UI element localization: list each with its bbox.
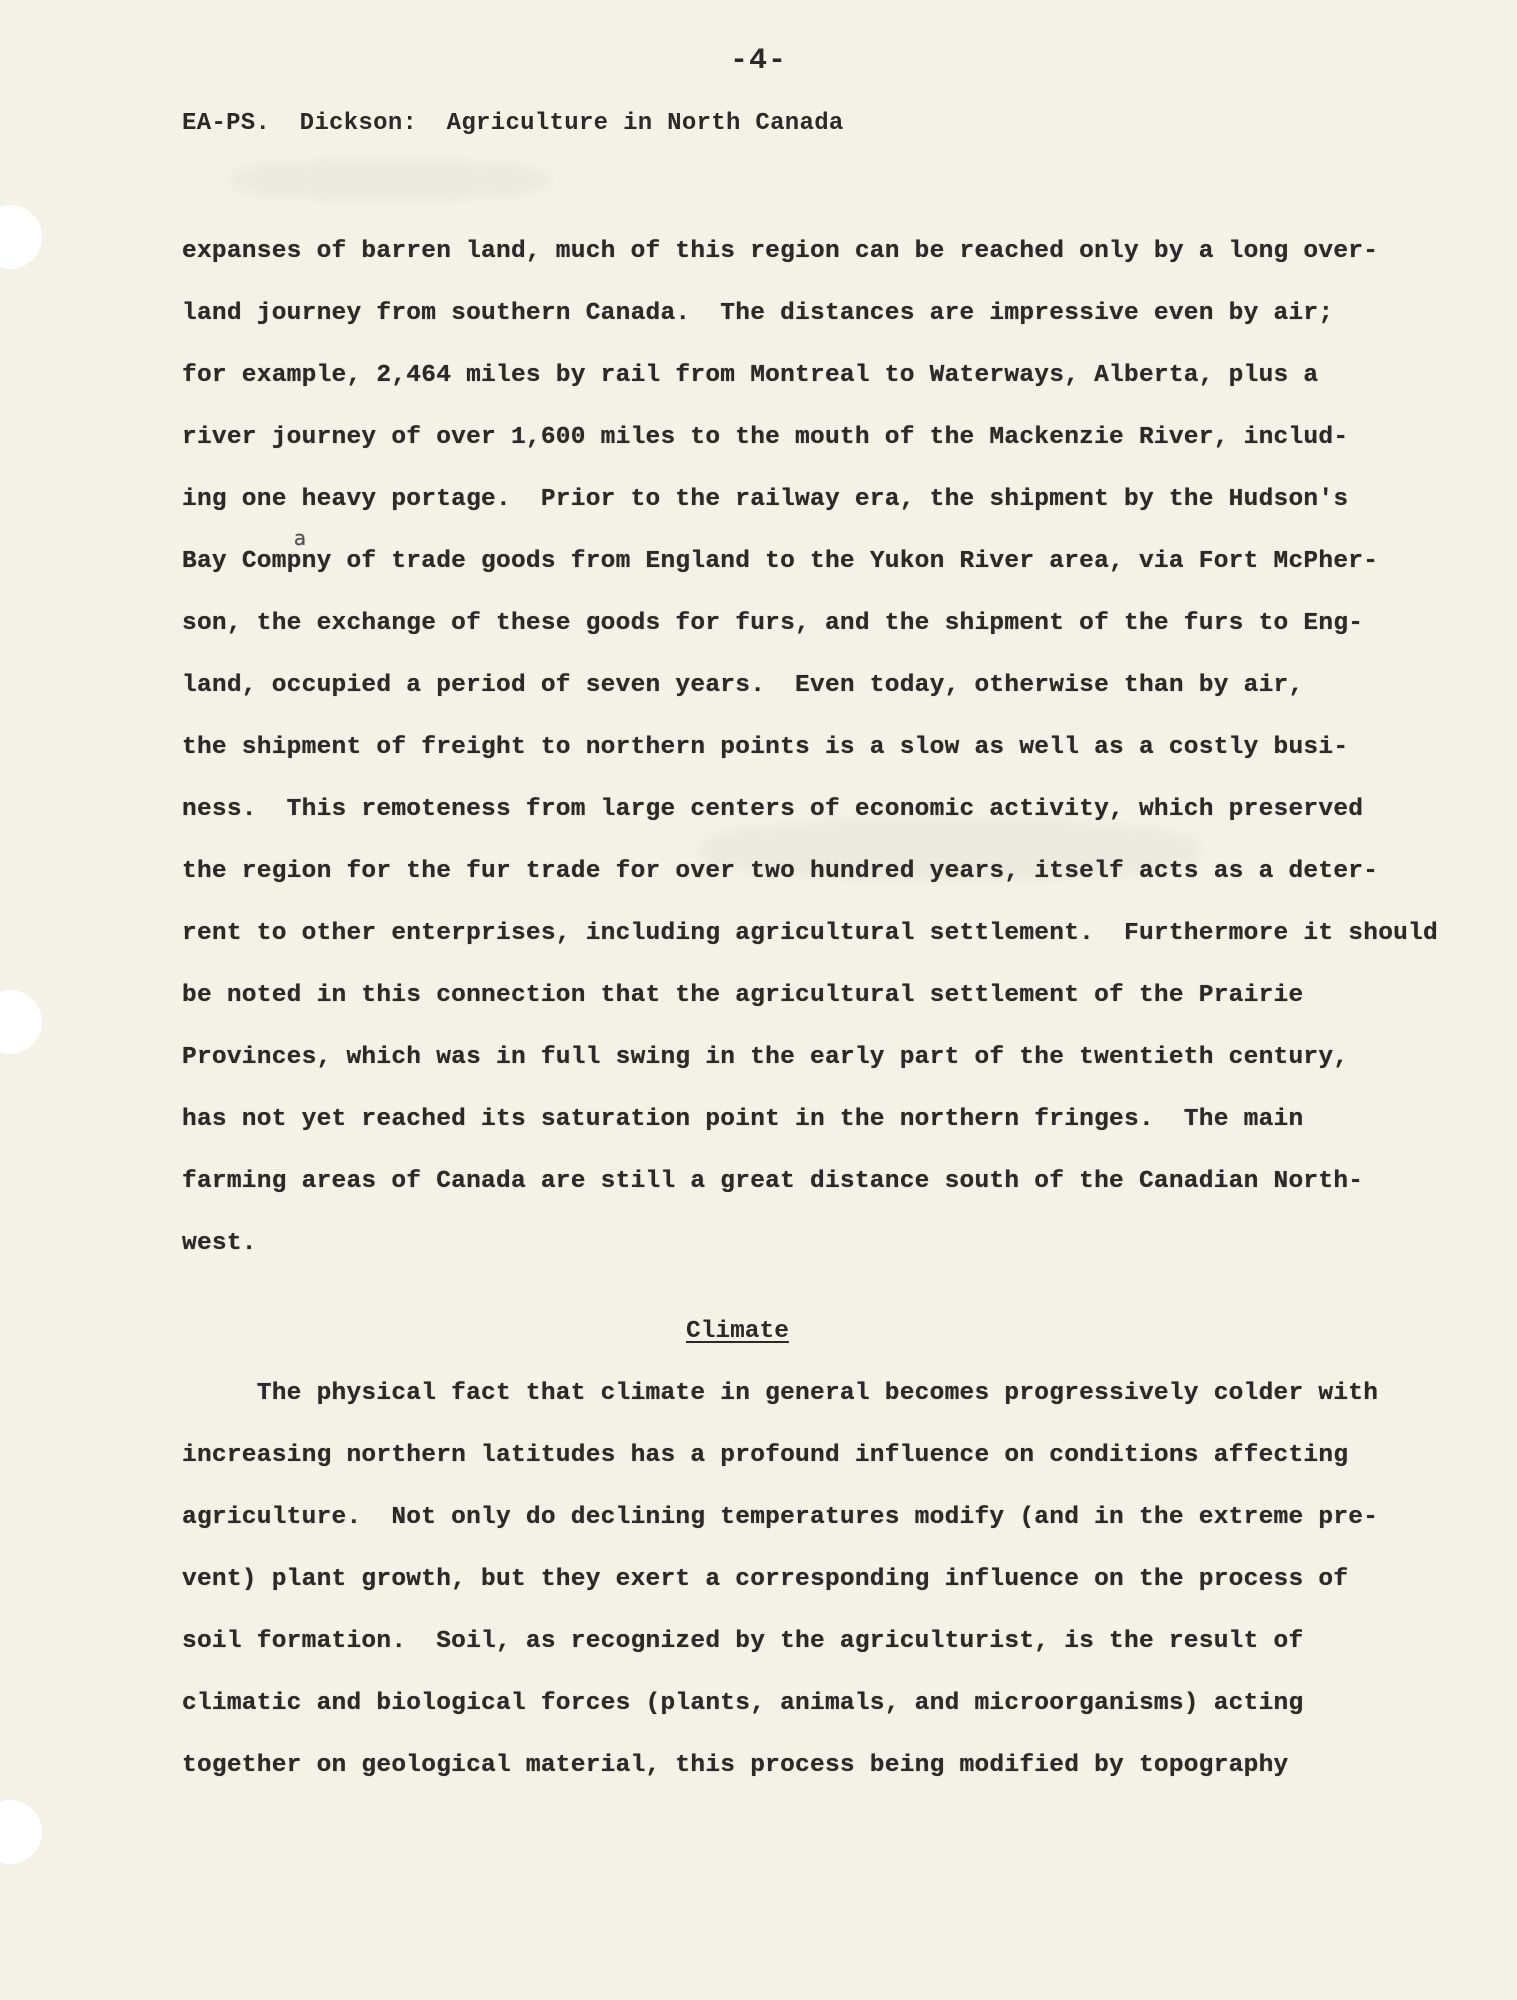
text-line: the region for the fur trade for over two hundred years, itself acts as a deter-	[182, 858, 1379, 885]
text-line: ing one heavy portage. Prior to the railway era, the shipment by the Hudson's	[182, 486, 1349, 513]
running-header: EA-PS. Dickson: Agriculture in North Canada	[182, 110, 844, 137]
text-line: expanses of barren land, much of this region can be reached only by a long over-	[182, 238, 1379, 265]
handwritten-correction: a	[293, 526, 307, 550]
text-line: vent) plant growth, but they exert a corresponding influence on the process of	[182, 1566, 1349, 1593]
punch-hole	[0, 205, 42, 269]
text-line: climatic and biological forces (plants, animals, and microorganisms) acting	[182, 1690, 1304, 1717]
text-line: the shipment of freight to northern points is a slow as well as a costly busi-	[182, 734, 1349, 761]
text-line: Provinces, which was in full swing in the early part of the twentieth century,	[182, 1044, 1349, 1071]
corrected-word	[241, 526, 332, 575]
text-line: The physical fact that climate in general becomes progressively colder with	[182, 1380, 1379, 1407]
text-line	[182, 526, 1379, 575]
text-line: land, occupied a period of seven years. Even today, otherwise than by air,	[182, 672, 1304, 699]
text-segment: of trade goods from England to the Yukon River area, via Fort McPher-	[331, 548, 1379, 575]
text-line: farming areas of Canada are still a great distance south of the Canadian North-	[182, 1168, 1364, 1195]
text-line: together on geological material, this process being modified by topography	[182, 1752, 1289, 1779]
page-number: -4-	[730, 44, 788, 78]
text-line: ness. This remoteness from large centers of economic activity, which preserved	[182, 796, 1364, 823]
text-line: be noted in this connection that the agricultural settlement of the Prairie	[182, 982, 1304, 1009]
text-line: river journey of over 1,600 miles to the mouth of the Mackenzie River, includ-	[182, 424, 1349, 451]
paper-smudge	[230, 160, 550, 200]
text-line: rent to other enterprises, including agricultural settlement. Furthermore it should	[182, 920, 1439, 947]
text-line: land journey from southern Canada. The distances are impressive even by air;	[182, 300, 1334, 327]
text-segment: Bay	[182, 548, 242, 575]
text-line: son, the exchange of these goods for furs, and the shipment of the furs to Eng-	[182, 610, 1364, 637]
typed-word: Compny	[241, 548, 332, 575]
text-line: soil formation. Soil, as recognized by the agriculturist, is the result of	[182, 1628, 1304, 1655]
section-heading: Climate	[686, 1318, 789, 1345]
text-line: agriculture. Not only do declining temperatures modify (and in the extreme pre-	[182, 1504, 1379, 1531]
text-line: west.	[182, 1230, 257, 1257]
punch-hole	[0, 1800, 42, 1864]
text-line: has not yet reached its saturation point in the northern fringes. The main	[182, 1106, 1304, 1133]
text-line: for example, 2,464 miles by rail from Montreal to Waterways, Alberta, plus a	[182, 362, 1319, 389]
text-line: increasing northern latitudes has a profound influence on conditions affecting	[182, 1442, 1349, 1469]
punch-hole	[0, 990, 42, 1054]
